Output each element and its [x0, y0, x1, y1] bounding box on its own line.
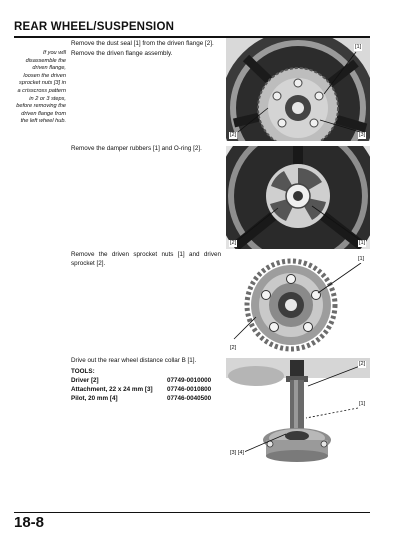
callout-label: [2]	[359, 361, 366, 367]
tool-row	[71, 395, 226, 402]
tool-number: 07746-0040500	[167, 395, 212, 402]
wheel-sprocket-illustration	[226, 38, 370, 141]
photo-drive-out-collar	[226, 358, 370, 462]
wheel-hub-illustration	[226, 146, 370, 249]
sprocket-illustration	[226, 253, 370, 355]
side-note-line: driven flange from	[21, 110, 66, 117]
tools-heading: TOOLS:	[71, 368, 95, 375]
callout-label: [1]	[358, 256, 365, 262]
side-note	[10, 50, 66, 126]
callout-label: [2]	[230, 240, 237, 246]
callout-label: [2]	[230, 345, 237, 351]
step-remove-driven-flange: Remove the driven flange assembly.	[71, 50, 173, 57]
side-note-line: driven flange,	[32, 65, 66, 72]
page-number: 18-8	[14, 514, 45, 531]
step-remove-dust-seal: Remove the dust seal [1] from the driven flange [2].	[71, 40, 214, 47]
callout-label: [3] [4]	[230, 450, 244, 456]
side-note-line: in 2 or 3 steps,	[29, 95, 66, 102]
side-note-line: sprocket nuts [3] in	[19, 80, 66, 87]
callout-label: [1]	[355, 44, 362, 50]
callout-label: [3]	[359, 132, 366, 138]
callout-label: [1]	[359, 240, 366, 246]
callout-label: [1]	[359, 401, 366, 407]
step-drive-out-collar: Drive out the rear wheel distance collar B [1].	[71, 357, 197, 364]
tool-number: 07746-0010800	[167, 386, 212, 393]
section-title: REAR WHEEL/SUSPENSION	[14, 21, 175, 33]
driver-tool-illustration	[226, 358, 370, 462]
side-note-line: before removing the	[16, 103, 66, 110]
photo-damper-rubbers	[226, 146, 370, 249]
step-remove-sprocket-nuts: Remove the driven sprocket nuts [1] and driven sprocket [2].	[71, 251, 221, 267]
footer-divider	[14, 512, 370, 513]
tool-row	[71, 377, 226, 384]
callout-label: [2]	[230, 132, 237, 138]
tool-name: Attachment, 22 x 24 mm [3]	[71, 386, 153, 393]
photo-driven-flange	[226, 38, 370, 141]
side-note-line: loosen the driven	[23, 72, 66, 79]
tool-row	[71, 386, 226, 393]
photo-driven-sprocket	[226, 253, 370, 355]
tool-number: 07749-0010000	[167, 377, 212, 384]
side-note-line: a crisscross pattern	[17, 87, 66, 94]
side-note-line: the left wheel hub.	[20, 118, 66, 125]
tool-name: Driver [2]	[71, 377, 99, 384]
step-remove-damper-rubbers: Remove the damper rubbers [1] and O-ring [2].	[71, 145, 202, 152]
side-note-line: If you will	[42, 50, 66, 56]
side-note-line: disassemble the	[25, 57, 66, 64]
tool-name: Pilot, 20 mm [4]	[71, 395, 118, 402]
